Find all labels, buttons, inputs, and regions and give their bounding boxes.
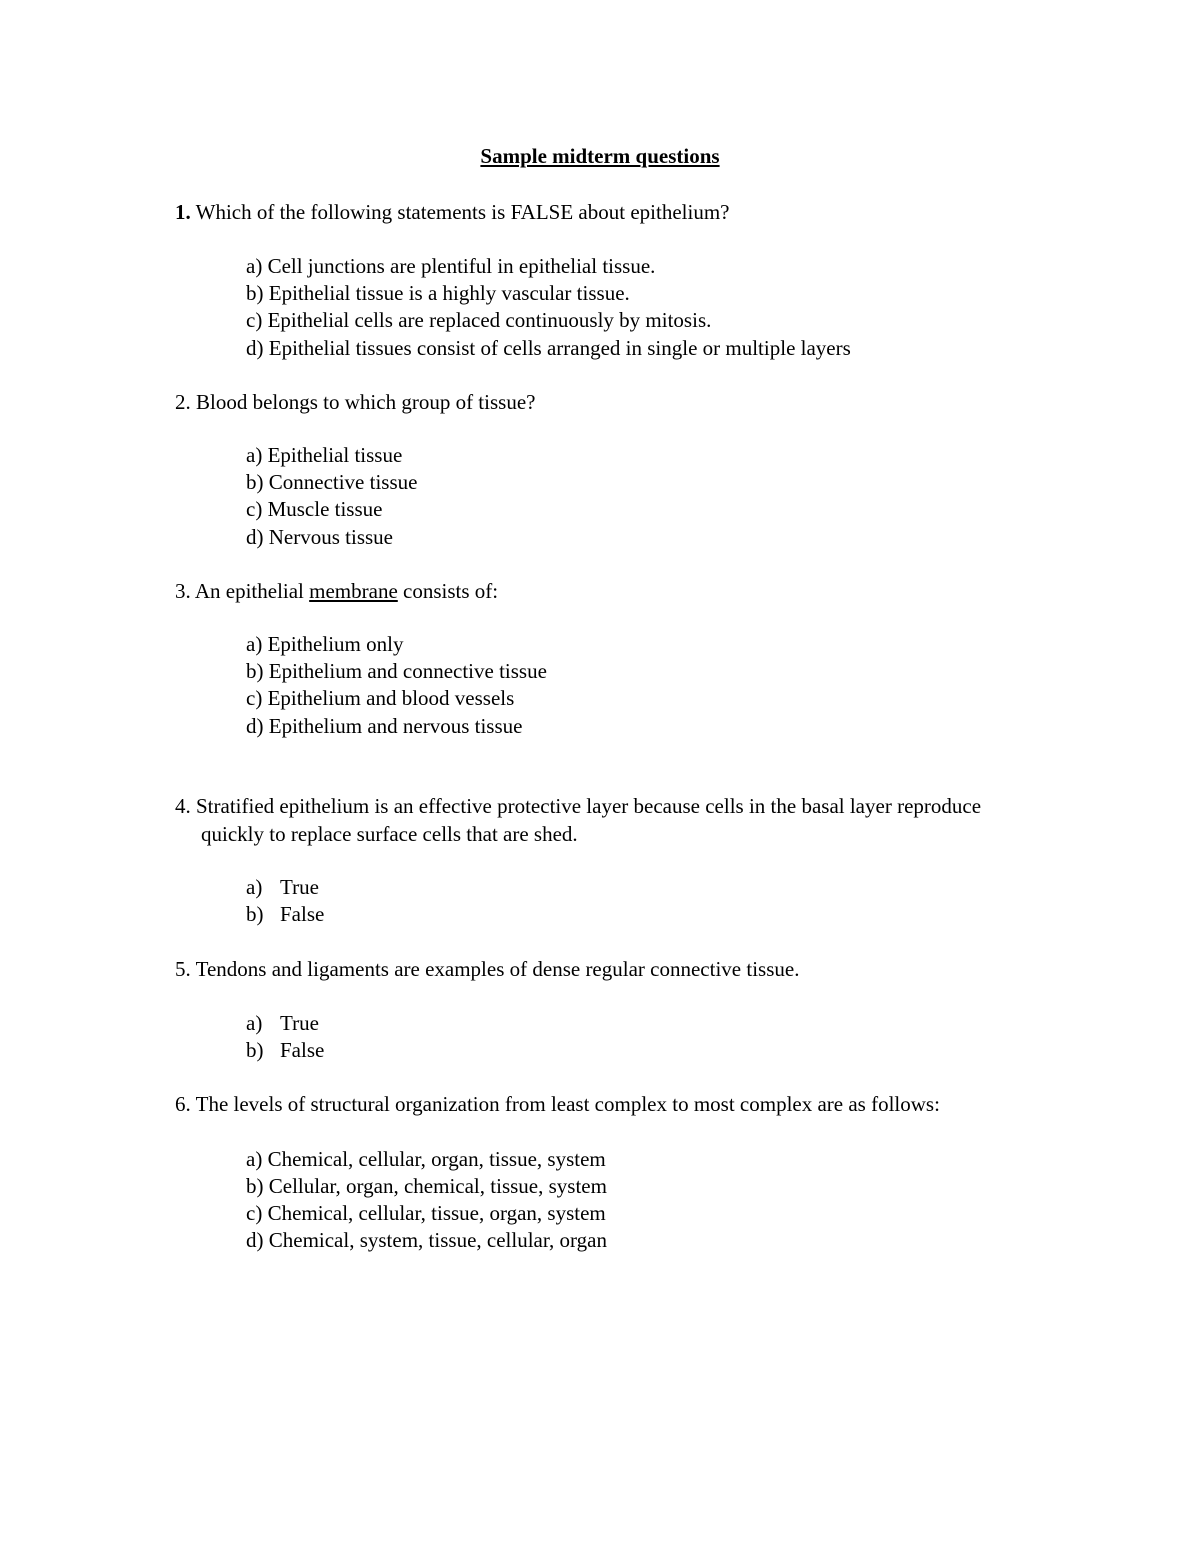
question-3-option-c: c) Epithelium and blood vessels — [246, 686, 515, 710]
question-2-option-c: c) Muscle tissue — [246, 497, 383, 521]
question-5-option-b-label: False — [280, 1038, 325, 1062]
question-1-text: Which of the following statements is FALSE about epithelium? — [195, 200, 730, 224]
question-4-option-a-label: True — [280, 875, 319, 899]
question-5-option-a — [246, 1009, 319, 1037]
question-2-option-b: b) Connective tissue — [246, 470, 418, 494]
question-1-number: 1. — [175, 200, 191, 224]
question-6-option-d: d) Chemical, system, tissue, cellular, organ — [246, 1228, 607, 1252]
question-3-option-a: a) Epithelium only — [246, 632, 404, 656]
question-2-option-a: a) Epithelial tissue — [246, 443, 403, 467]
question-1-option-b: b) Epithelial tissue is a highly vascular tissue. — [246, 281, 630, 305]
question-2-option-d: d) Nervous tissue — [246, 525, 393, 549]
question-5-option-b-letter: b) — [246, 1038, 264, 1062]
question-3-text-after: consists of: — [397, 579, 499, 603]
question-6-option-b: b) Cellular, organ, chemical, tissue, system — [246, 1174, 607, 1198]
question-5-option-a-letter: a) — [246, 1011, 263, 1035]
question-5-option-a-label: True — [280, 1011, 319, 1035]
question-1-option-c: c) Epithelial cells are replaced continuously by mitosis. — [246, 308, 712, 332]
question-4-text-line2: quickly to replace surface cells that are shed. — [201, 822, 578, 846]
question-3-underlined-term: membrane — [309, 579, 398, 603]
page-title: Sample midterm questions — [480, 144, 720, 168]
question-5-option-b — [246, 1036, 324, 1064]
question-2-text: 2. Blood belongs to which group of tissue? — [175, 390, 536, 414]
question-3-option-b: b) Epithelium and connective tissue — [246, 659, 547, 683]
question-3 — [175, 577, 498, 605]
question-6-option-a: a) Chemical, cellular, organ, tissue, system — [246, 1147, 606, 1171]
question-5-text: 5. Tendons and ligaments are examples of dense regular connective tissue. — [175, 957, 800, 981]
question-4-option-b — [246, 900, 324, 928]
question-4-option-a-letter: a) — [246, 875, 263, 899]
question-3-text-before: 3. An epithelial — [175, 579, 310, 603]
question-1-option-a: a) Cell junctions are plentiful in epithelial tissue. — [246, 254, 656, 278]
question-3-option-d: d) Epithelium and nervous tissue — [246, 714, 523, 738]
question-6-text: 6. The levels of structural organization from least complex to most complex are as follows: — [175, 1092, 940, 1116]
question-6-option-c: c) Chemical, cellular, tissue, organ, system — [246, 1201, 606, 1225]
question-4-option-a — [246, 873, 319, 901]
question-1-option-d: d) Epithelial tissues consist of cells arranged in single or multiple layers — [246, 336, 851, 360]
question-4-option-b-letter: b) — [246, 902, 264, 926]
question-4-option-b-label: False — [280, 902, 325, 926]
question-1 — [175, 198, 729, 226]
question-4-text-line1: 4. Stratified epithelium is an effective protective layer because cells in the basal layer reproduce — [175, 794, 982, 818]
